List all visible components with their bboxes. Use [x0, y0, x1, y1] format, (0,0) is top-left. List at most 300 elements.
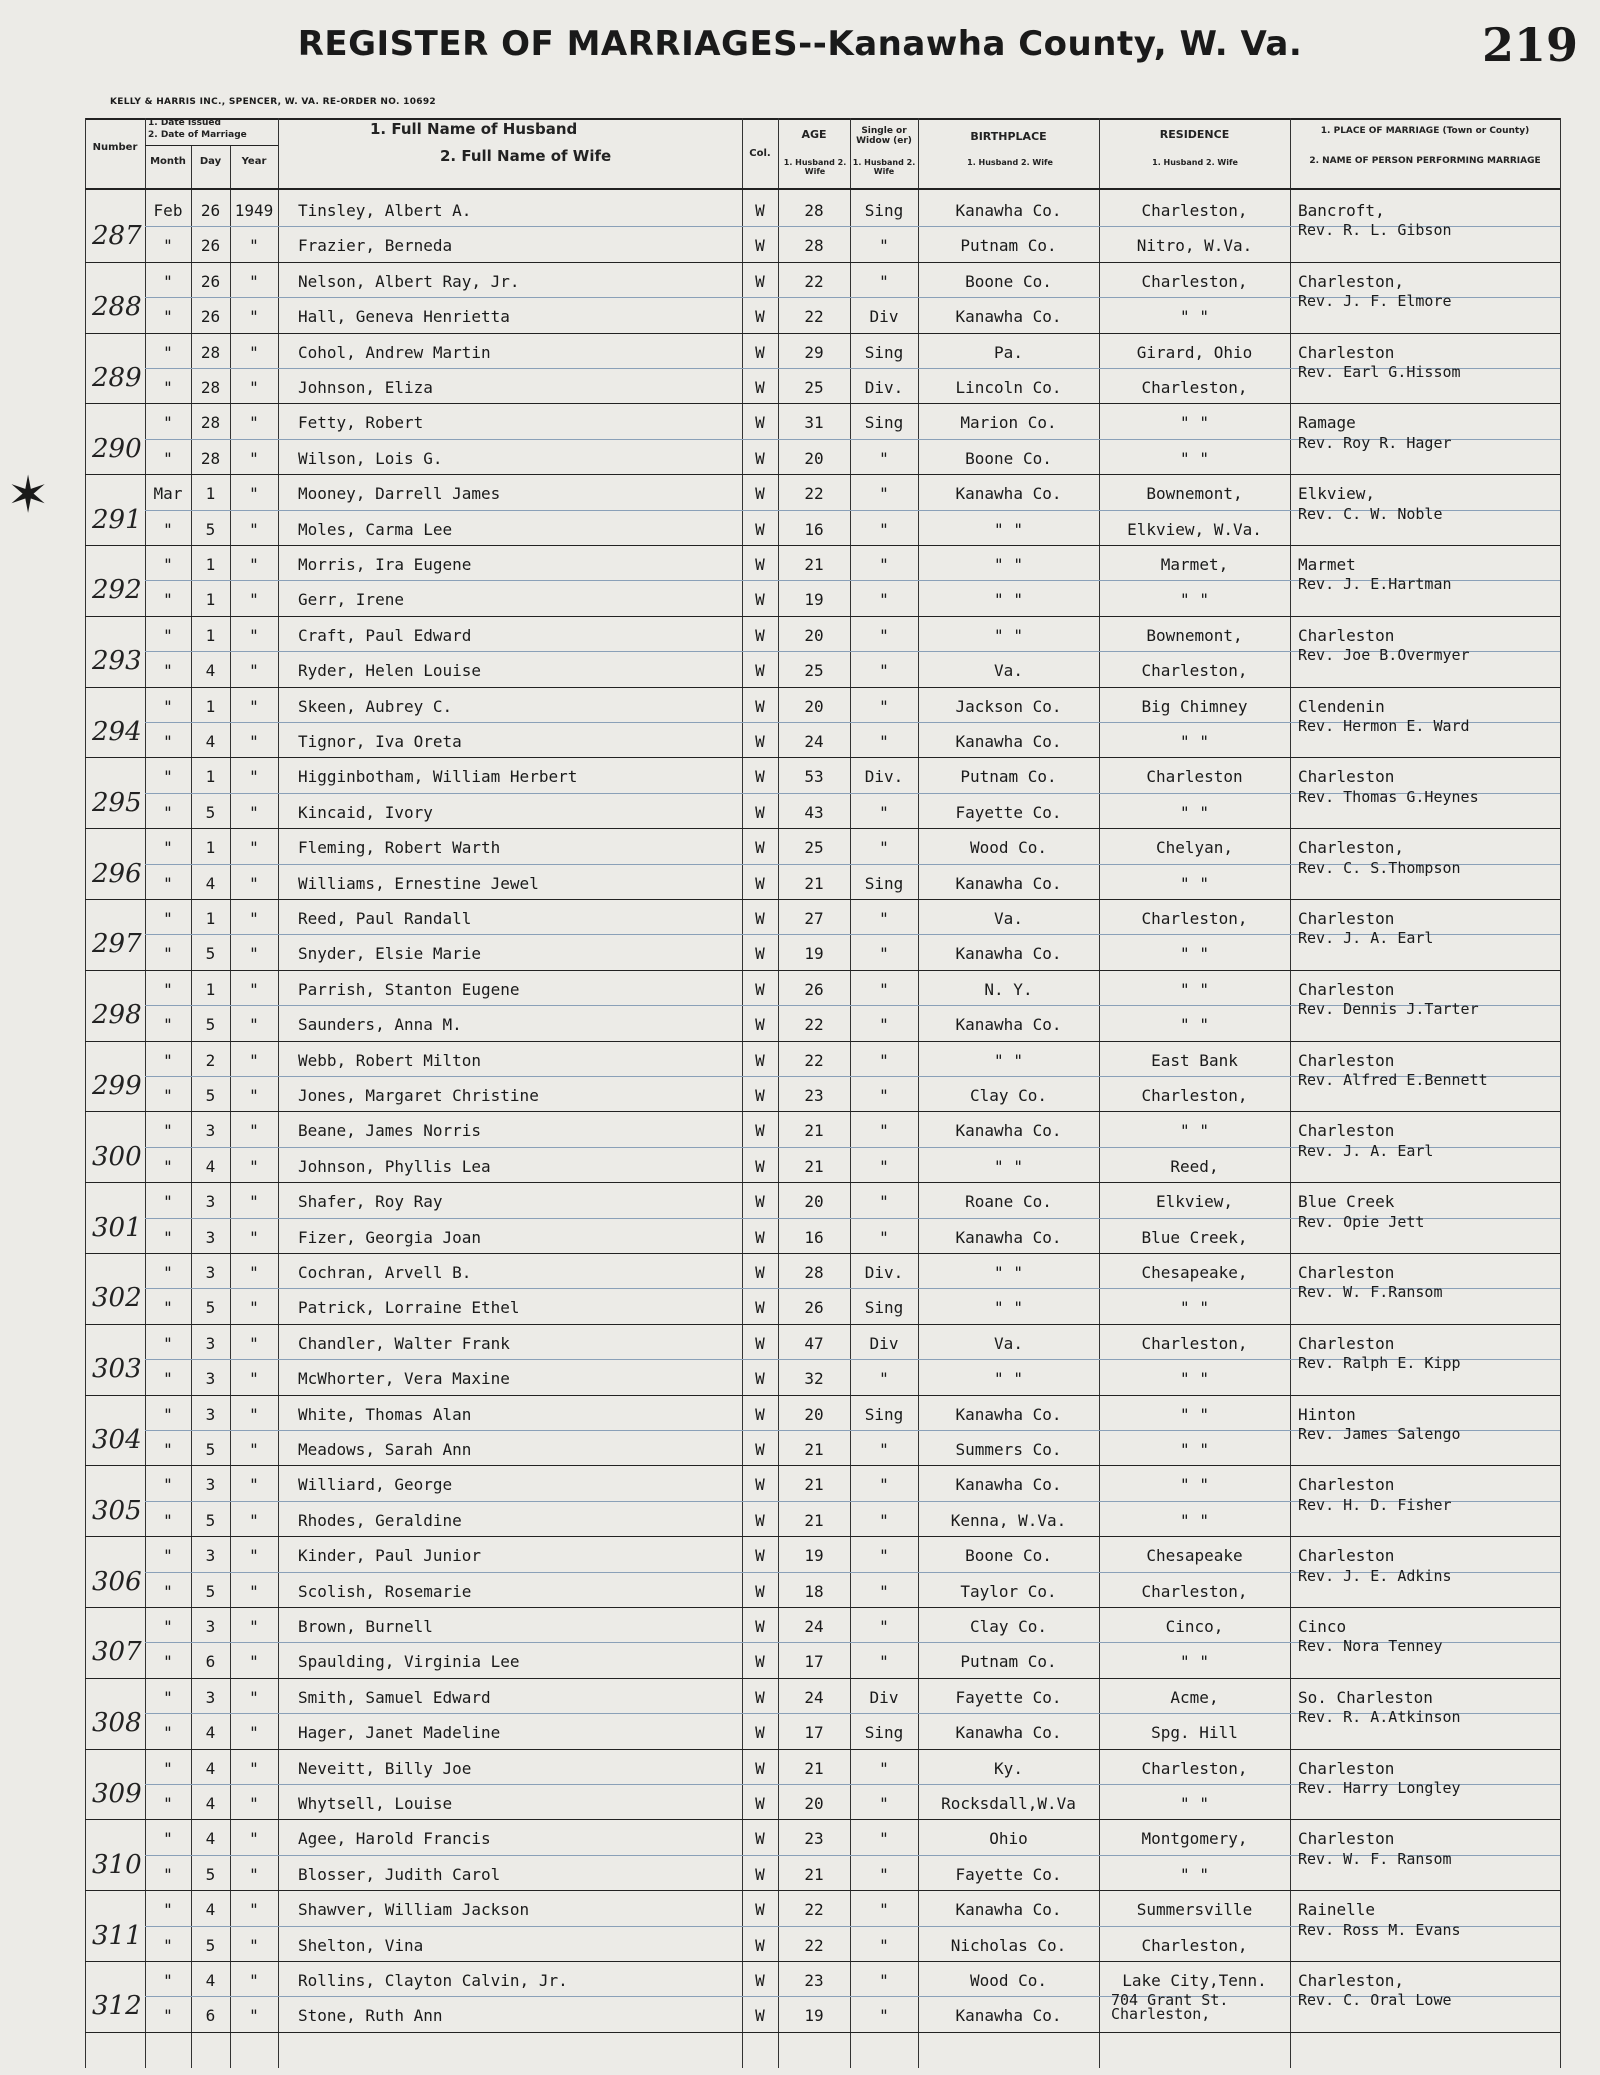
birthplace-cell: Kanawha Co.	[955, 1227, 1062, 1247]
color-cell: W	[755, 236, 765, 256]
name-cell: Skeen, Aubrey C.	[298, 696, 453, 716]
residence-cell: " "	[1180, 1015, 1209, 1035]
age-cell: 21	[804, 555, 824, 574]
residence-cell: Girard, Ohio	[1136, 342, 1253, 362]
entry-number: 294	[92, 717, 142, 747]
age-cell: 21	[804, 1864, 824, 1884]
name-cell: Williams, Ernestine Jewel	[298, 873, 539, 893]
table-row	[0, 221, 1600, 261]
entry-number: 299	[92, 1071, 142, 1101]
status-cell: Div.	[864, 1263, 904, 1282]
residence-cell: Charleston,	[1141, 271, 1248, 291]
age-cell: 22	[804, 1050, 824, 1070]
header-officiant: 2. NAME OF PERSON PERFORMING MARRIAGE	[1309, 156, 1541, 166]
birthplace-cell: Kanawha Co.	[955, 873, 1062, 893]
birthplace-cell: " "	[994, 1369, 1023, 1389]
month-cell: "	[163, 1404, 173, 1424]
name-cell: Patrick, Lorraine Ethel	[298, 1298, 520, 1318]
age-cell: 23	[804, 1971, 824, 1990]
birthplace-cell: Kenna, W.Va.	[950, 1510, 1067, 1530]
color-cell: W	[755, 1617, 765, 1636]
residence-cell: " "	[1180, 1475, 1209, 1495]
color-cell: W	[755, 661, 765, 681]
color-cell: W	[755, 307, 765, 327]
month-cell: "	[163, 1086, 173, 1105]
residence-cell: Marmet,	[1160, 555, 1229, 574]
table-row	[0, 363, 1600, 403]
month-cell: "	[163, 1121, 173, 1141]
year-cell: "	[249, 1086, 259, 1105]
entry-number: 297	[92, 929, 142, 960]
header-dates-2: 2. Date of Marriage	[148, 130, 247, 140]
year-cell: "	[249, 1475, 259, 1495]
month-cell: "	[163, 413, 173, 433]
residence-cell: Charleston,	[1141, 909, 1248, 928]
month-cell: "	[163, 1510, 173, 1530]
age-cell: 21	[804, 1121, 824, 1141]
day-cell: 5	[205, 1581, 216, 1601]
entry-number: 288	[92, 292, 142, 323]
residence-cell: " "	[1180, 732, 1209, 751]
place-cell: Rev. W. F. Ransom	[1298, 1849, 1452, 1868]
residence-cell: " "	[1180, 1794, 1209, 1813]
month-cell: "	[163, 767, 173, 787]
age-cell: 43	[804, 802, 824, 822]
table-row	[0, 1849, 1600, 1890]
month-cell: "	[163, 802, 173, 822]
header-wife-name: 2. Full Name of Wife	[440, 147, 612, 165]
entry-number: 291	[92, 504, 142, 535]
place-cell: Rev. Ralph E. Kipp	[1298, 1354, 1461, 1373]
year-cell: "	[249, 944, 259, 964]
month-cell: "	[163, 1864, 173, 1884]
status-cell: "	[879, 2006, 889, 2026]
status-cell: "	[879, 1617, 889, 1636]
year-cell: "	[249, 1687, 259, 1707]
place-cell: Rev. Thomas G.Heynes	[1298, 787, 1479, 806]
status-cell: "	[879, 1794, 889, 1813]
place-cell: Rev. Harry Longley	[1298, 1779, 1461, 1797]
place-cell: Rev. J. A. Earl	[1298, 1141, 1434, 1160]
name-cell: Johnson, Phyllis Lea	[298, 1156, 491, 1176]
day-cell: 5	[205, 1510, 216, 1530]
day-cell: 26	[200, 271, 221, 291]
age-cell: 21	[804, 1440, 824, 1459]
day-cell: 28	[200, 378, 221, 397]
month-cell: "	[163, 909, 173, 928]
entry-number: 300	[92, 1141, 142, 1172]
birthplace-cell: Nicholas Co.	[950, 1935, 1067, 1955]
day-cell: 6	[205, 2006, 216, 2026]
day-cell: 28	[200, 342, 221, 362]
entry-number: 305	[92, 1495, 142, 1526]
age-cell: 16	[804, 519, 824, 539]
residence-cell: Charleston,	[1141, 661, 1248, 681]
place-cell: Charleston,	[1298, 838, 1404, 858]
color-cell: W	[755, 979, 765, 999]
color-cell: W	[755, 1369, 765, 1389]
birthplace-cell: Wood Co.	[969, 1971, 1048, 1990]
month-cell: "	[163, 1263, 173, 1282]
birthplace-cell: Rocksdall,W.Va	[941, 1794, 1076, 1813]
color-cell: W	[755, 838, 765, 858]
name-cell: Smith, Samuel Edward	[298, 1687, 491, 1707]
color-cell: W	[755, 1935, 765, 1955]
residence-cell: Bownemont,	[1146, 625, 1243, 645]
year-cell: "	[249, 1971, 259, 1990]
entry-number: 293	[92, 646, 142, 677]
entry-number: 308	[92, 1708, 142, 1739]
birthplace-cell: Boone Co.	[965, 448, 1052, 468]
place-cell: Charleston	[1298, 1263, 1395, 1282]
place-cell: Charleston	[1298, 1546, 1395, 1566]
name-cell: Reed, Paul Randall	[298, 909, 472, 928]
printer-imprint: KELLY & HARRIS INC., SPENCER, W. VA. RE-ORDER NO. 10692	[110, 97, 436, 107]
age-cell: 26	[804, 1298, 824, 1318]
day-cell: 4	[205, 1723, 216, 1743]
name-cell: Frazier, Berneda	[298, 236, 453, 256]
month-cell: "	[163, 838, 173, 858]
name-cell: Tinsley, Albert A.	[298, 201, 472, 220]
birthplace-cell: " "	[994, 625, 1023, 645]
header-year: Year	[241, 156, 267, 167]
day-cell: 28	[200, 448, 221, 468]
color-cell: W	[755, 1900, 765, 1920]
table-row	[0, 1495, 1600, 1536]
place-cell: Rev. Nora Tenney	[1298, 1637, 1443, 1656]
birthplace-cell: Va.	[994, 661, 1023, 681]
day-cell: 4	[205, 1829, 216, 1849]
birthplace-cell: N. Y.	[984, 979, 1033, 999]
year-cell: "	[249, 236, 259, 256]
status-cell: "	[879, 1121, 889, 1141]
table-row	[0, 504, 1600, 545]
residence-cell: Summersville	[1136, 1900, 1253, 1920]
age-cell: 19	[804, 1546, 824, 1566]
day-cell: 1	[205, 979, 216, 999]
birthplace-cell: Clay Co.	[969, 1617, 1048, 1636]
birthplace-cell: " "	[994, 1298, 1023, 1318]
place-cell: Charleston	[1298, 625, 1395, 645]
status-cell: Div.	[864, 378, 904, 397]
year-cell: "	[249, 1829, 259, 1849]
status-cell: "	[879, 696, 889, 716]
month-cell: "	[163, 1829, 173, 1849]
birthplace-cell: Summers Co.	[955, 1440, 1062, 1459]
status-cell: "	[879, 1581, 889, 1601]
residence-cell: Chelyan,	[1155, 838, 1234, 858]
place-cell: Charleston	[1298, 1475, 1395, 1495]
month-cell: "	[163, 271, 173, 291]
name-cell: Nelson, Albert Ray, Jr.	[298, 271, 520, 291]
place-cell: Rev. Opie Jett	[1298, 1212, 1425, 1231]
age-cell: 24	[804, 1687, 824, 1707]
age-cell: 20	[804, 625, 824, 645]
status-cell: "	[879, 1086, 889, 1105]
year-cell: "	[249, 873, 259, 893]
header-col: Col.	[749, 148, 771, 159]
birthplace-cell: Kanawha Co.	[955, 201, 1062, 220]
status-cell: "	[879, 944, 889, 964]
status-cell: Div	[869, 307, 899, 327]
birthplace-cell: Kanawha Co.	[955, 732, 1062, 751]
status-cell: "	[879, 1475, 889, 1495]
birthplace-cell: Kanawha Co.	[955, 2006, 1062, 2026]
year-cell: "	[249, 1581, 259, 1601]
status-cell: "	[879, 661, 889, 681]
place-cell: Ramage	[1298, 413, 1356, 433]
residence-cell: Charleston,	[1141, 378, 1248, 397]
day-cell: 1	[205, 909, 216, 928]
residence-cell: Cinco,	[1165, 1617, 1224, 1636]
place-cell: Rainelle	[1298, 1900, 1376, 1920]
residence-cell: " "	[1180, 1404, 1209, 1424]
year-cell: "	[249, 555, 259, 574]
header-birthplace: BIRTHPLACE	[970, 130, 1047, 143]
age-cell: 23	[804, 1829, 824, 1849]
year-cell: "	[249, 1015, 259, 1035]
residence-cell: Blue Creek,	[1141, 1227, 1248, 1247]
day-cell: 4	[205, 732, 216, 751]
birthplace-cell: Taylor Co.	[960, 1581, 1057, 1601]
month-cell: "	[163, 1440, 173, 1459]
color-cell: W	[755, 1086, 765, 1105]
color-cell: W	[755, 590, 765, 610]
place-cell: Rev. R. L. Gibson	[1298, 221, 1452, 240]
status-cell: "	[879, 1015, 889, 1035]
day-cell: 1	[205, 767, 216, 787]
birthplace-cell: Boone Co.	[965, 1546, 1052, 1566]
day-cell: 6	[205, 1652, 216, 1672]
name-cell: Parrish, Stanton Eugene	[298, 979, 520, 999]
birthplace-cell: Kanawha Co.	[955, 1900, 1062, 1920]
status-cell: "	[879, 1369, 889, 1389]
birthplace-cell: Putnam Co.	[960, 767, 1057, 787]
entry-number: 298	[92, 1000, 142, 1031]
age-cell: 23	[804, 1086, 824, 1105]
birthplace-cell: " "	[994, 519, 1023, 539]
age-cell: 24	[804, 1617, 824, 1636]
color-cell: W	[755, 1971, 765, 1990]
age-cell: 17	[804, 1652, 824, 1672]
entry-number: 302	[92, 1283, 142, 1314]
year-cell: "	[249, 271, 259, 291]
month-cell: "	[163, 625, 173, 645]
residence-cell: Charleston,	[1141, 1581, 1248, 1601]
year-cell: "	[249, 767, 259, 787]
age-cell: 25	[804, 378, 824, 397]
color-cell: W	[755, 1652, 765, 1672]
table-row	[0, 1212, 1600, 1253]
age-cell: 20	[804, 1404, 824, 1424]
birthplace-cell: " "	[994, 1050, 1023, 1070]
entry-number: 287	[92, 221, 142, 252]
day-cell: 3	[205, 1369, 216, 1389]
year-cell: "	[249, 1864, 259, 1884]
name-cell: Morris, Ira Eugene	[298, 555, 472, 574]
place-cell: Rev. James Salengo	[1298, 1425, 1461, 1443]
residence-cell: " "	[1180, 1864, 1209, 1884]
day-cell: 1	[205, 625, 216, 645]
year-cell: "	[249, 1192, 259, 1212]
color-cell: W	[755, 1404, 765, 1424]
table-row	[0, 717, 1600, 757]
month-cell: "	[163, 661, 173, 681]
day-cell: 3	[205, 1475, 216, 1495]
status-cell: Sing	[864, 413, 904, 433]
residence-cell: Chesapeake,	[1141, 1263, 1248, 1282]
month-cell: "	[163, 1546, 173, 1566]
residence-cell: Spg. Hill	[1151, 1723, 1238, 1743]
place-cell: Rev. W. F.Ransom	[1298, 1283, 1443, 1302]
age-cell: 21	[804, 1510, 824, 1530]
residence-cell: Reed,	[1170, 1156, 1219, 1176]
birthplace-cell: " "	[994, 1263, 1023, 1282]
residence-cell: Acme,	[1170, 1687, 1219, 1707]
year-cell: "	[249, 519, 259, 539]
day-cell: 1	[205, 838, 216, 858]
month-cell: "	[163, 944, 173, 964]
year-cell: "	[249, 1900, 259, 1920]
month-cell: "	[163, 1156, 173, 1176]
name-cell: Agee, Harold Francis	[298, 1829, 491, 1849]
color-cell: W	[755, 1263, 765, 1282]
birthplace-cell: Fayette Co.	[955, 1687, 1062, 1707]
color-cell: W	[755, 1864, 765, 1884]
name-cell: Blosser, Judith Carol	[298, 1864, 501, 1884]
year-cell: "	[249, 1298, 259, 1318]
status-cell: "	[879, 271, 889, 291]
month-cell: "	[163, 1475, 173, 1495]
name-cell: Brown, Burnell	[298, 1617, 433, 1636]
birthplace-cell: Wood Co.	[969, 838, 1048, 858]
day-cell: 5	[205, 1298, 216, 1318]
age-cell: 25	[804, 838, 824, 858]
birthplace-cell: Kanawha Co.	[955, 1475, 1062, 1495]
month-cell: "	[163, 1050, 173, 1070]
header-residence-sub: 1. Husband 2. Wife	[1152, 158, 1238, 167]
year-cell: "	[249, 661, 259, 681]
residence-cell: Charleston,	[1141, 1935, 1248, 1955]
place-cell: So. Charleston	[1298, 1687, 1433, 1707]
name-cell: Gerr, Irene	[298, 590, 404, 610]
status-cell: "	[879, 555, 889, 574]
place-cell: Charleston	[1298, 1758, 1395, 1778]
year-cell: "	[249, 1263, 259, 1282]
age-cell: 21	[804, 1156, 824, 1176]
year-cell: "	[249, 1652, 259, 1672]
color-cell: W	[755, 802, 765, 822]
place-cell: Charleston	[1298, 909, 1395, 928]
name-cell: Fleming, Robert Warth	[298, 838, 501, 858]
day-cell: 3	[205, 1404, 216, 1424]
header-residence: RESIDENCE	[1159, 128, 1230, 141]
header-single-sub: 1. Husband 2. Wife	[852, 158, 916, 176]
birthplace-cell: Clay Co.	[969, 1086, 1048, 1105]
residence-cell: Charleston,	[1141, 1758, 1248, 1778]
day-cell: 4	[205, 1794, 216, 1813]
year-cell: "	[249, 838, 259, 858]
name-cell: Hager, Janet Madeline	[298, 1723, 501, 1743]
color-cell: W	[755, 201, 765, 220]
residence-cell: Charleston,	[1141, 1333, 1248, 1353]
age-cell: 47	[804, 1333, 824, 1353]
year-cell: "	[249, 307, 259, 327]
day-cell: 26	[200, 307, 221, 327]
residence-cell: " "	[1180, 448, 1209, 468]
age-cell: 22	[804, 484, 824, 504]
age-cell: 21	[804, 873, 824, 893]
color-cell: W	[755, 1227, 765, 1247]
place-cell: Rev. Earl G.Hissom	[1298, 363, 1461, 381]
day-cell: 4	[205, 873, 216, 893]
register-title: REGISTER OF MARRIAGES--Kanawha County, W. Va.	[297, 24, 1303, 64]
color-cell: W	[755, 448, 765, 468]
status-cell: "	[879, 1156, 889, 1176]
year-cell: "	[249, 342, 259, 362]
place-cell: Charleston,	[1298, 1971, 1404, 1990]
year-cell: "	[249, 590, 259, 610]
table-row	[0, 1637, 1600, 1677]
color-cell: W	[755, 342, 765, 362]
status-cell: Sing	[864, 1404, 904, 1424]
place-cell: Rev. Hermon E. Ward	[1298, 717, 1470, 735]
year-cell: "	[249, 979, 259, 999]
year-cell: "	[249, 2006, 259, 2026]
residence-cell: Nitro, W.Va.	[1136, 236, 1253, 256]
age-cell: 28	[804, 236, 824, 256]
status-cell: "	[879, 484, 889, 504]
place-cell: Charleston	[1298, 767, 1395, 787]
table-row	[0, 1779, 1600, 1819]
residence-cell: " "	[1180, 1298, 1209, 1318]
header-dates-1: 1. Date Issued	[148, 118, 221, 128]
color-cell: W	[755, 1475, 765, 1495]
color-cell: W	[755, 1440, 765, 1459]
place-cell: Rev. Alfred E.Bennett	[1298, 1071, 1488, 1089]
year-cell: "	[249, 1333, 259, 1353]
name-cell: Beane, James Norris	[298, 1121, 482, 1141]
birthplace-cell: Va.	[994, 909, 1023, 928]
age-cell: 20	[804, 448, 824, 468]
birthplace-cell: Kanawha Co.	[955, 944, 1062, 964]
residence-cell: " "	[1180, 1121, 1209, 1141]
year-cell: "	[249, 1404, 259, 1424]
month-cell: "	[163, 1652, 173, 1672]
name-cell: Rollins, Clayton Calvin, Jr.	[298, 1971, 568, 1990]
place-cell: Rev. J. F. Elmore	[1298, 292, 1452, 311]
age-cell: 32	[804, 1369, 824, 1389]
month-cell: "	[163, 1227, 173, 1247]
status-cell: Div	[869, 1687, 899, 1707]
year-cell: "	[249, 1156, 259, 1176]
residence-cell: " "	[1180, 590, 1209, 610]
age-cell: 20	[804, 696, 824, 716]
color-cell: W	[755, 2006, 765, 2026]
day-cell: 1	[205, 696, 216, 716]
month-cell: "	[163, 1794, 173, 1813]
name-cell: Kinder, Paul Junior	[298, 1546, 482, 1566]
place-cell: Rev. Ross M. Evans	[1298, 1920, 1461, 1939]
age-cell: 28	[804, 1263, 824, 1282]
year-cell: "	[249, 1723, 259, 1743]
residence-cell: " "	[1180, 413, 1209, 433]
color-cell: W	[755, 1581, 765, 1601]
status-cell: Sing	[864, 201, 904, 220]
year-cell: "	[249, 909, 259, 928]
color-cell: W	[755, 1758, 765, 1778]
color-cell: W	[755, 1192, 765, 1212]
